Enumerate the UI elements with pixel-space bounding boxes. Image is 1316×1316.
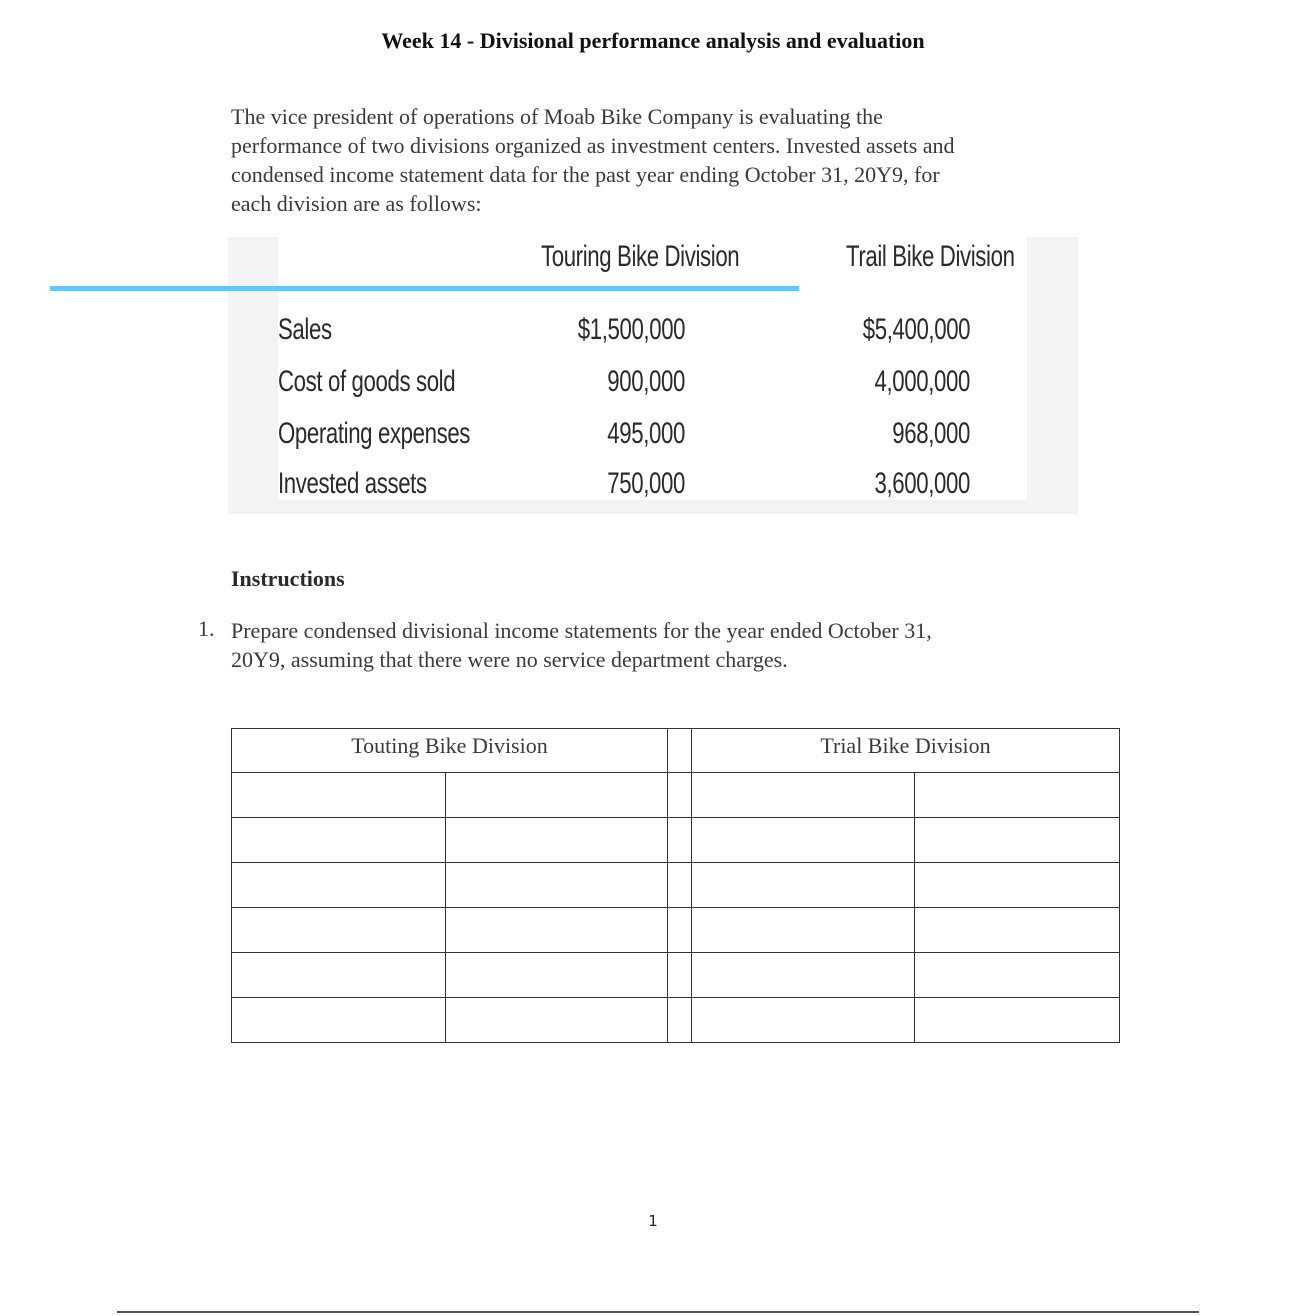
data-row-cogs — [228, 365, 1078, 409]
answer-spacer-cell — [668, 863, 692, 908]
answer-cell[interactable] — [692, 998, 915, 1043]
answer-row — [232, 998, 1120, 1043]
page-number: 1 — [648, 1212, 658, 1230]
answer-row — [232, 908, 1120, 953]
row-label: Sales — [278, 313, 332, 346]
data-row-sales — [228, 313, 1078, 357]
answer-cell[interactable] — [915, 773, 1120, 818]
answer-cell[interactable] — [446, 818, 668, 863]
answer-cell[interactable] — [915, 998, 1120, 1043]
intro-line: condensed income statement data for the past year ending October 31, 20Y9, for — [231, 162, 940, 187]
trail-value: 3,600,000 — [874, 467, 970, 500]
answer-cell[interactable] — [692, 953, 915, 998]
intro-line: each division are as follows: — [231, 191, 482, 216]
touring-column-header: Touring Bike Division — [541, 240, 740, 273]
intro-paragraph — [231, 102, 1091, 218]
answer-cell[interactable] — [446, 773, 668, 818]
touring-value: 750,000 — [607, 467, 685, 500]
page-bottom-rule — [117, 1311, 1199, 1313]
answer-cell[interactable] — [446, 998, 668, 1043]
intro-line: performance of two divisions organized as investment centers. Invested assets and — [231, 133, 955, 158]
answer-spacer-cell — [668, 818, 692, 863]
touring-value: 495,000 — [607, 417, 685, 450]
data-row-invested-assets — [228, 467, 1078, 511]
answer-cell[interactable] — [446, 953, 668, 998]
answer-cell[interactable] — [232, 773, 446, 818]
answer-header-row — [232, 729, 1120, 773]
data-row-operating-expenses — [228, 417, 1078, 461]
answer-row — [232, 773, 1120, 818]
row-label: Operating expenses — [278, 417, 471, 450]
answer-row — [232, 953, 1120, 998]
instruction-line: Prepare condensed divisional income statements for the year ended October 31, — [231, 618, 932, 643]
instruction-item — [231, 616, 1091, 674]
answer-spacer-cell — [668, 998, 692, 1043]
answer-spacer-cell — [668, 773, 692, 818]
answer-cell[interactable] — [446, 908, 668, 953]
answer-cell[interactable] — [232, 998, 446, 1043]
trail-value: 4,000,000 — [874, 365, 970, 398]
answer-row — [232, 863, 1120, 908]
instruction-number: 1. — [198, 616, 215, 641]
header-rule — [50, 286, 799, 291]
answer-spacer-cell — [668, 908, 692, 953]
answer-cell[interactable] — [692, 818, 915, 863]
answer-table — [231, 728, 1120, 1043]
answer-cell[interactable] — [692, 908, 915, 953]
answer-spacer-cell — [668, 953, 692, 998]
trail-value: 968,000 — [892, 417, 970, 450]
answer-cell[interactable] — [446, 863, 668, 908]
answer-cell[interactable] — [915, 953, 1120, 998]
intro-line: The vice president of operations of Moab Bike Company is evaluating the — [231, 104, 883, 129]
answer-cell[interactable] — [232, 818, 446, 863]
answer-cell[interactable] — [232, 863, 446, 908]
answer-cell[interactable] — [692, 773, 915, 818]
answer-cell[interactable] — [915, 908, 1120, 953]
division-data-figure — [228, 237, 1078, 514]
answer-cell[interactable] — [232, 908, 446, 953]
instructions-heading: Instructions — [231, 566, 345, 591]
answer-row — [232, 818, 1120, 863]
answer-header-touring: Touting Bike Division — [232, 729, 668, 773]
answer-cell[interactable] — [692, 863, 915, 908]
trail-column-header: Trail Bike Division — [846, 240, 1015, 273]
answer-cell[interactable] — [915, 818, 1120, 863]
answer-cell[interactable] — [915, 863, 1120, 908]
instruction-line: 20Y9, assuming that there were no service department charges. — [231, 647, 788, 672]
answer-spacer-cell — [668, 729, 692, 773]
trail-value: $5,400,000 — [862, 313, 970, 346]
row-label: Cost of goods sold — [278, 365, 456, 398]
touring-value: 900,000 — [607, 365, 685, 398]
page-title: Week 14 - Divisional performance analysis and evaluation — [381, 28, 925, 53]
answer-header-trail: Trial Bike Division — [692, 729, 1120, 773]
answer-cell[interactable] — [232, 953, 446, 998]
row-label: Invested assets — [278, 467, 427, 500]
touring-value: $1,500,000 — [577, 313, 685, 346]
